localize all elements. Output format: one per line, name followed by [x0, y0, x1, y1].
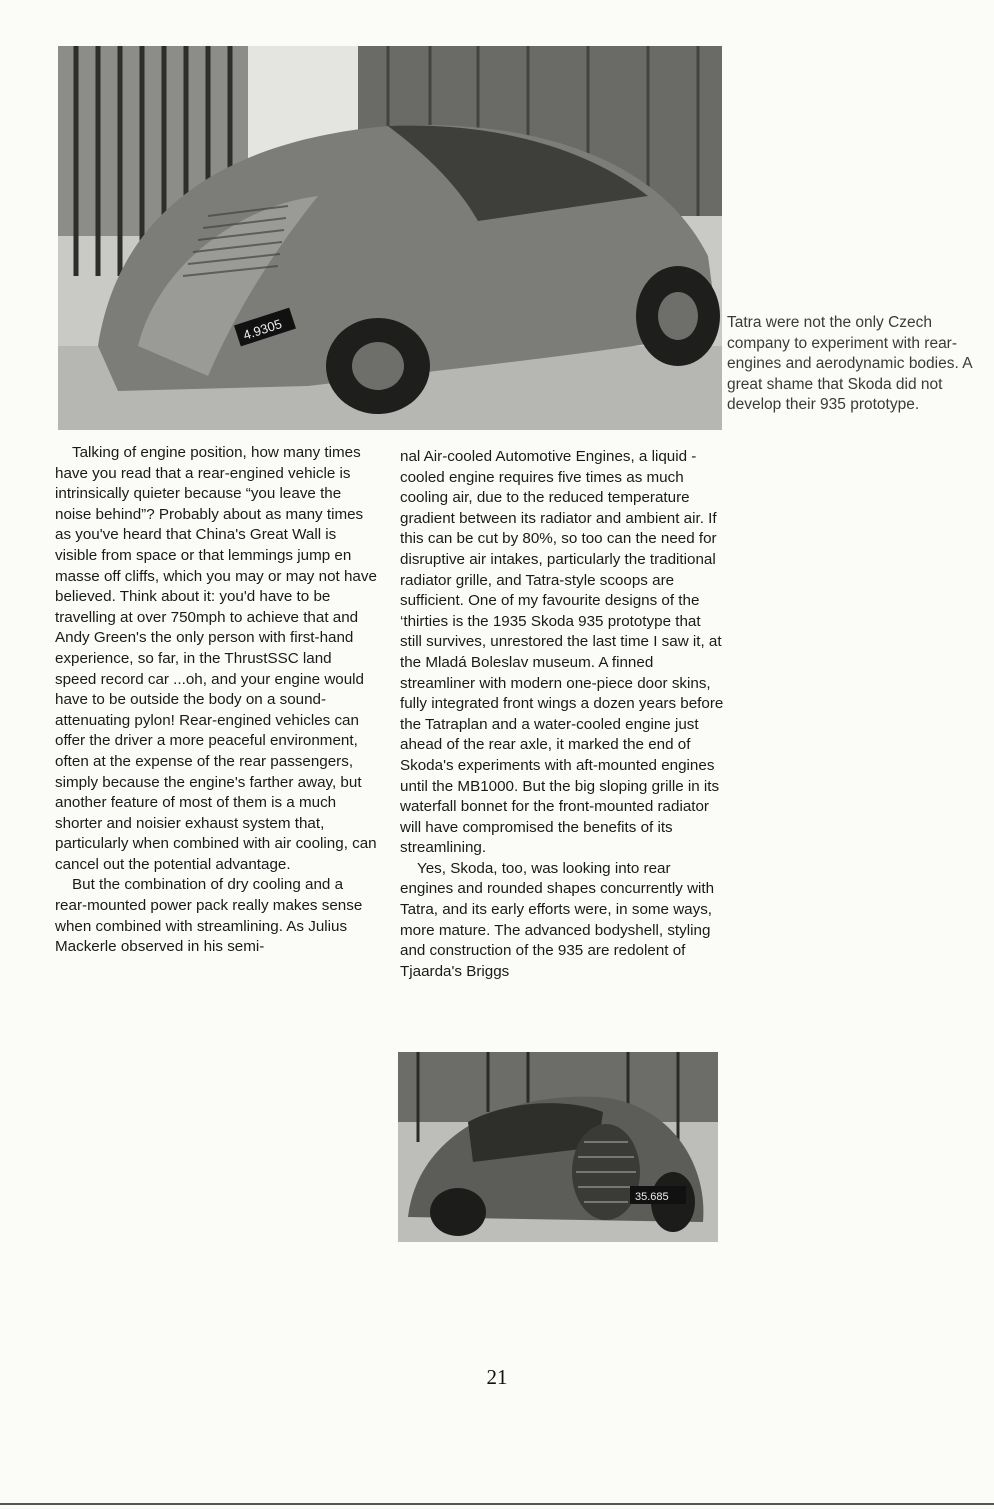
paragraph: But the combination of dry cooling and a rear-mounted power pack really makes sense when combined with streamlining. As Julius Mackerle observed in his semi- — [55, 876, 363, 956]
photo-skoda-935-rear — [58, 46, 722, 430]
photo-skoda-935-front — [398, 1052, 718, 1242]
paragraph: Yes, Skoda, too, was looking into rear engines and rounded shapes concurrently with Tatra, and its early efforts were, in some ways, more mature. The advanced bodyshell, styling and construction of the 935 are redolent of Tjaarda's Briggs — [400, 859, 715, 980]
page-edge-rule — [0, 1503, 994, 1505]
car-rear-illustration — [58, 46, 722, 430]
page-number: 21 — [486, 1365, 508, 1389]
article-column-right — [400, 447, 726, 982]
paragraph: Talking of engine position, how many times have you read that a rear-engined vehicle is intrinsically quieter because “you leave the noise behind”? Probably about as many times as you've heard that China's Great Wall is visible from space or that lemmings jump en masse off cliffs, which you may or may not have believed. Think about it: you'd have to be travelling at over 750mph to achieve that and Andy Green's the only person with first-hand experience, so far, in the ThrustSSC land speed record car ...oh, and your engine would have to be outside the body on a sound-attenuating pylon! Rear-engined vehicles can offer the driver a more peaceful environment, often at the expense of the rear passengers, simply because the engine's farther away, but another feature of most of them is a much shorter and noisier exhaust system that, particularly when combined with air cooling, can cancel out the potential advantage. — [55, 444, 377, 873]
car-front-illustration — [398, 1052, 718, 1242]
front-plate-text: 35.685 — [635, 1191, 669, 1203]
article-column-left — [55, 443, 377, 958]
rear-plate-text: 4.9305 — [241, 316, 284, 343]
photo-caption: Tatra were not the only Czech company to experiment with rear-engines and aerodynamic bodies. A great shame that Skoda did not develop their 935 prototype. — [727, 314, 972, 413]
paragraph: nal Air-cooled Automotive Engines, a liquid -cooled engine requires five times as much cooling air, due to the reduced temperature gradient between its radiator and ambient air. If this can be cut by 80%, so too can the need for disruptive air intakes, particularly the traditional radiator grille, and Tatra-style scoops are sufficient. One of my favourite designs of the ‘thirties is the 1935 Skoda 935 prototype that still survives, unrestored the last time I saw it, at the Mladá Boleslav museum. A finned streamliner with modern one-piece door skins, fully integrated front wings a dozen years before the Tatraplan and a water-cooled engine just ahead of the rear axle, it marked the end of Skoda's experiments with aft-mounted engines until the MB1000. But the big sloping grille in its waterfall bonnet for the front-mounted radiator will have compromised the benefits of its streamlining. — [400, 448, 724, 857]
